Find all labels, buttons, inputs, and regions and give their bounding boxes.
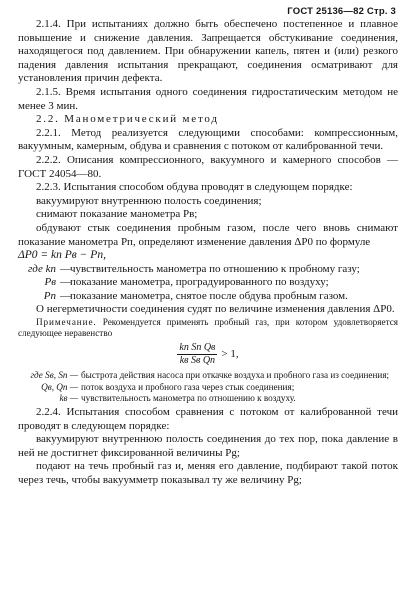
- document-body: [18, 18, 398, 488]
- definition-symbol: Pп: [43, 289, 56, 302]
- note-definition-symbol: kв —: [59, 392, 78, 403]
- definition-text: чувствительность манометра по отношению к пробному газу;: [70, 262, 360, 275]
- paragraph-2-2-3: 2.2.3. Испытания способом обдува проводят в следующем порядке:: [36, 181, 353, 194]
- definition-dash: —: [60, 262, 71, 275]
- fraction: [177, 342, 217, 367]
- fraction-denominator: kв Sв Qп: [179, 355, 216, 367]
- paragraph-2-2-2: 2.2.2. Описания компрессионного, вакуумного и камерного способов — ГОСТ 24054—80.: [18, 153, 398, 180]
- definition-symbol: Pв: [44, 276, 56, 289]
- fraction-numerator: kп Sп Qв: [179, 342, 216, 354]
- note-inequality: [18, 342, 398, 367]
- paragraph-2-2-4: 2.2.4. Испытания способом сравнения с потоком от калиброванной течи проводят в следующем порядке:: [18, 406, 398, 432]
- definition-text: показание манометра, проградуированного по воздуху;: [70, 276, 329, 289]
- note-paragraph: [18, 317, 398, 339]
- definition-k: [18, 263, 398, 277]
- definition-pp: [18, 290, 398, 304]
- paragraph-2-1-4: 2.1.4. При испытаниях должно быть обеспечено постепенное и плавное повышение и снижение давления. Запрещается обстукивание соединения, находящегося под давлением. При обнаружении капель, пятен и (или) резкого падения давления испытания прекращают, соединения осматривают для установления причин дефекта.: [18, 18, 398, 85]
- note-definition-symbol: где Sв, Sп —: [30, 370, 78, 381]
- section-heading-2-2: 2.2. Манометрический метод: [36, 113, 219, 126]
- note-block: [18, 317, 398, 404]
- definition-pv: [18, 276, 398, 290]
- definition-symbol: где kп: [27, 262, 56, 275]
- inequality-rhs: > 1,: [221, 348, 239, 361]
- note-definition-s: [18, 370, 398, 381]
- definition-dash: —: [60, 289, 71, 302]
- note-definition-text: быстрота действия насоса при откачке воздуха и пробного газа из соединения;: [81, 370, 390, 381]
- note-definition-text: чувствительность манометра по отношению к воздуху.: [81, 392, 296, 403]
- step-evacuate: вакуумируют внутреннюю полость соединения;: [36, 194, 262, 207]
- step-blow-probe-gas: обдувают стык соединения пробным газом, после чего вновь снимают показание манометра Pп, определяют изменение давления ΔP0 по формуле: [18, 221, 398, 248]
- definition-text: показание манометра, снятое после обдува пробным газом.: [70, 289, 348, 302]
- paragraph-2-2-1: 2.2.1. Метод реализуется следующими способами: компрессионным, вакуумным, камерным, обдува и сравнения с потоком от калиброванной течи.: [18, 126, 398, 153]
- step-evacuate-fixed: вакуумируют внутреннюю полость соединения до тех пор, пока давление в ней не достигнет фиксированной величины Pg;: [18, 433, 398, 459]
- note-definition-k: [18, 393, 398, 404]
- definition-dash: —: [60, 276, 71, 289]
- step-feed-probe-gas: подают на течь пробный газ и, меняя его давление, подбирают такой поток через течь, чтобы вакуумметр показывал ту же величину Pg;: [18, 460, 398, 487]
- note-definition-text: поток воздуха и пробного газа через стык соединения;: [81, 381, 295, 392]
- note-definition-q: [18, 382, 398, 393]
- formula-delta-p0: ΔP0 = kп Pв − Pп,: [18, 249, 106, 262]
- paragraph-2-1-5: 2.1.5. Время испытания одного соединения гидростатическим методом не менее 3 мин.: [18, 85, 398, 112]
- note-title: Примечание.: [36, 317, 97, 328]
- note-definition-symbol: Qв, Qп —: [41, 381, 78, 392]
- page-header: ГОСТ 25136—82 Стр. 3: [287, 6, 396, 17]
- note-text: Рекомендуется применять пробный газ, при котором удовлетворяется следующее неравенство: [18, 317, 398, 339]
- paragraph-conclusion: О негерметичности соединения судят по величине изменения давления ΔP0.: [36, 303, 395, 316]
- step-read-manometer: снимают показание манометра Pв;: [36, 208, 198, 221]
